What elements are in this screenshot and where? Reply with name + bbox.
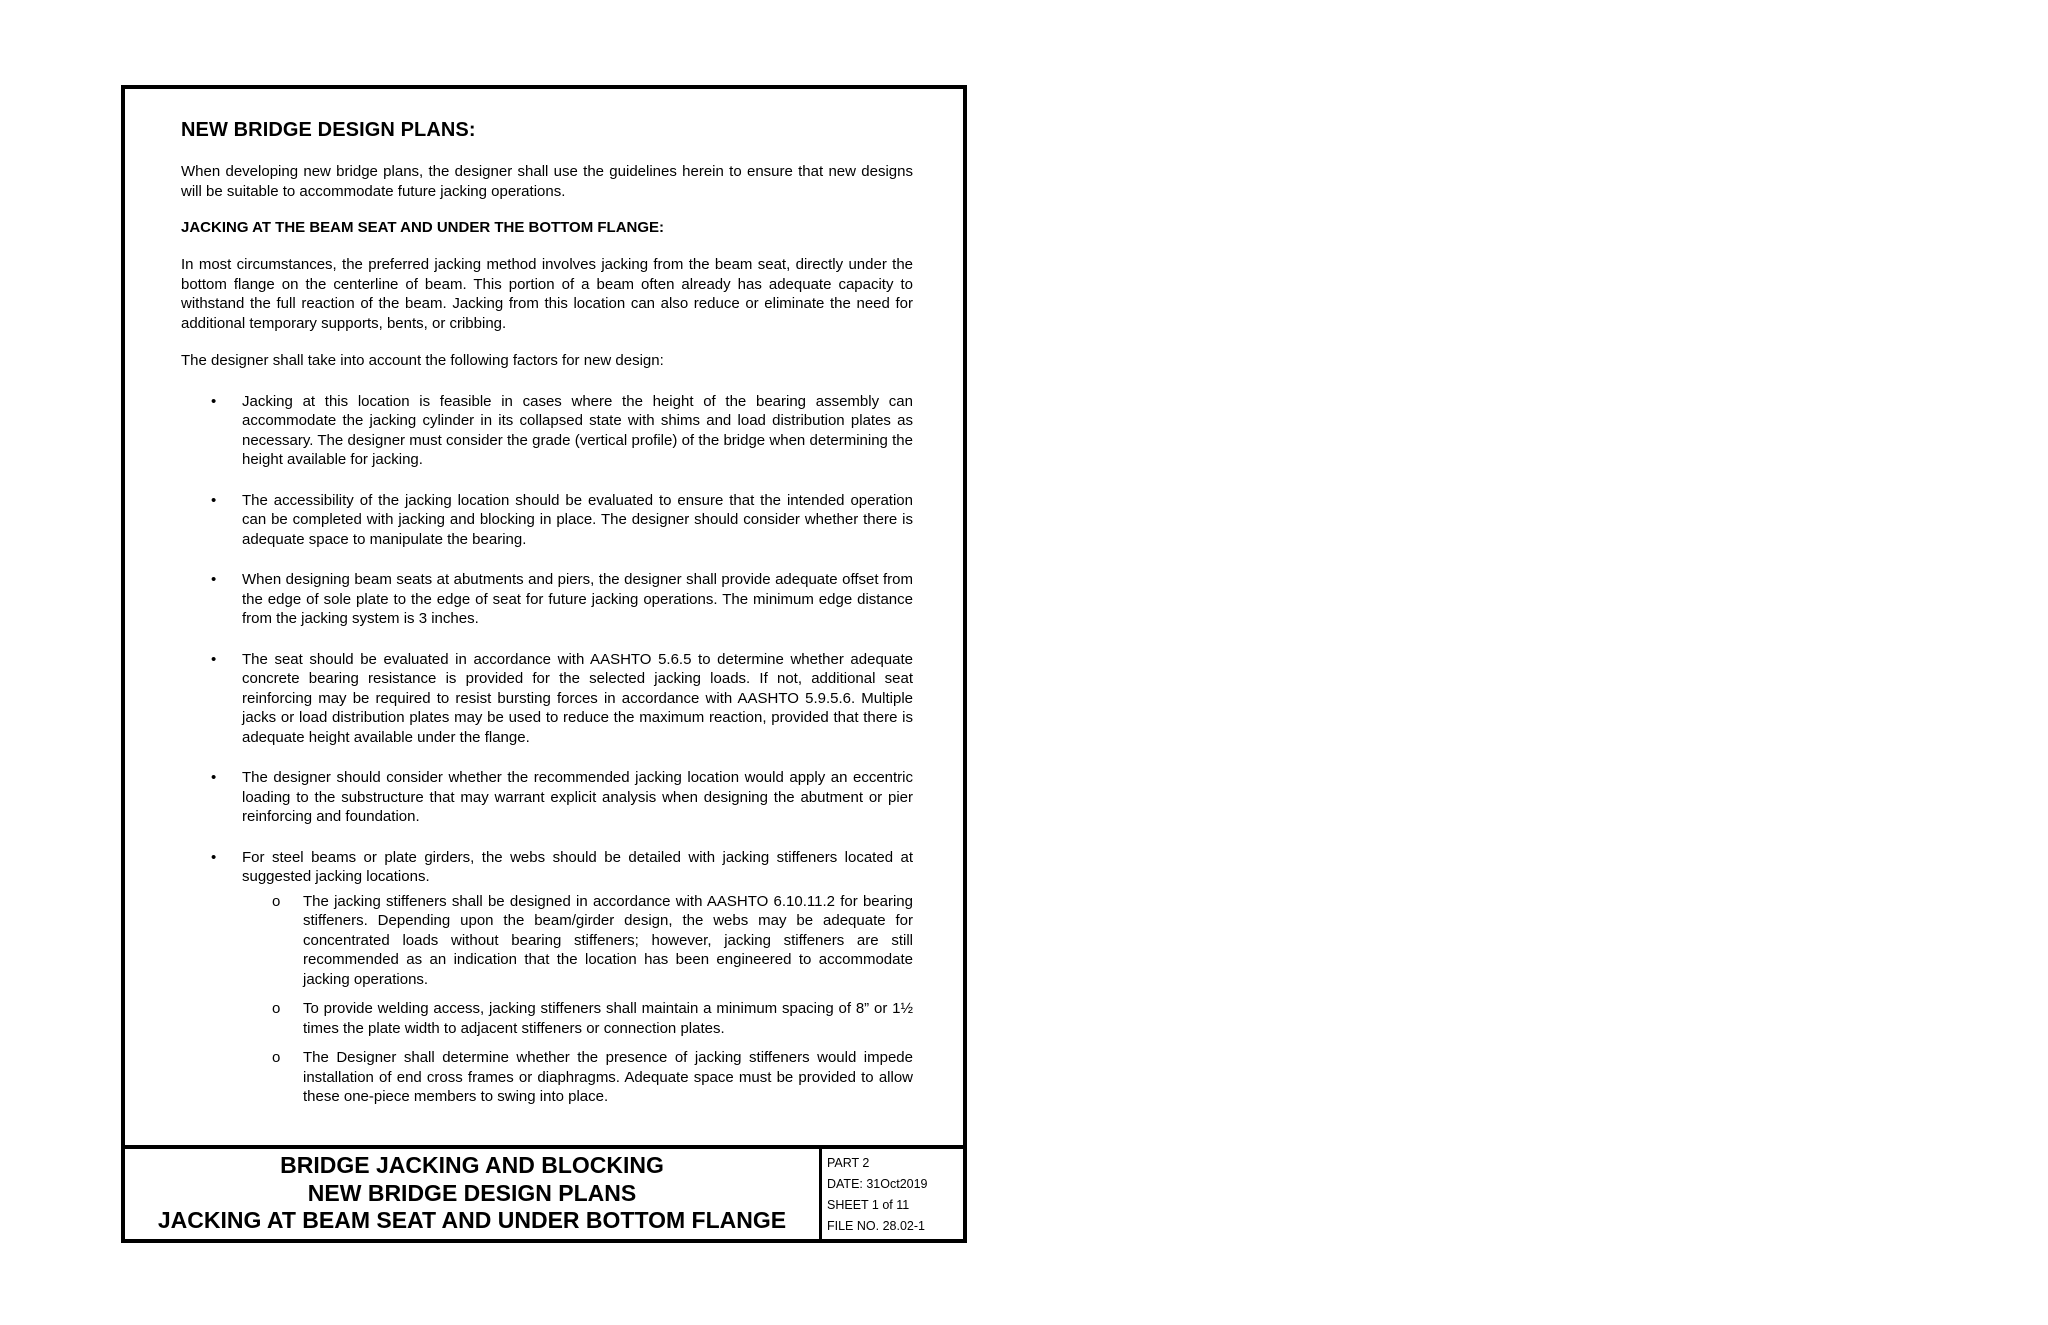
paragraph-factors-intro: The designer shall take into account the following factors for new design: xyxy=(181,352,664,369)
sub-bullet-marker: o xyxy=(272,892,281,910)
sub-list-item-text: To provide welding access, jacking stiffeners shall maintain a minimum spacing of 8” or 1½ times the plate width to adjacent stiffeners or connection plates. xyxy=(303,1000,913,1037)
title-line-3: JACKING AT BEAM SEAT AND UNDER BOTTOM FLANGE xyxy=(157,1207,787,1233)
sub-list-item-text: The Designer shall determine whether the presence of jacking stiffeners would impede installation of end cross frames or diaphragms. Adequate space must be provided to allow these one-piece members to swing into place. xyxy=(303,1049,913,1105)
intro-paragraph: When developing new bridge plans, the designer shall use the guidelines herein to ensure that new designs will be suitable to accommodate future jacking operations. xyxy=(181,163,913,200)
stiffener-sublist xyxy=(242,892,913,1107)
sub-bullet-marker: o xyxy=(272,1000,281,1017)
list-item-text: Jacking at this location is feasible in cases where the height of the bearing assembly can accommodate the jacking cylinder in its collapsed state with shims and load distribution plates as necessary. The designer must consider the grade (vertical profile) of the bridge when determining the height available for jacking. xyxy=(242,392,913,468)
title-block-meta xyxy=(822,1149,963,1239)
bullet-marker: • xyxy=(211,650,217,668)
list-item xyxy=(181,392,913,470)
list-item xyxy=(181,650,913,748)
list-item-text: For steel beams or plate girders, the webs should be detailed with jacking stiffeners located at suggested jacking locations. xyxy=(242,848,913,885)
list-item-text: When designing beam seats at abutments and piers, the designer shall provide adequate offset from the edge of sole plate to the edge of seat for future jacking operations. The minimum edge distance from the jacking system is 3 inches. xyxy=(242,571,913,627)
title-block-titles xyxy=(125,1149,822,1239)
list-item xyxy=(181,768,913,827)
sub-list-item xyxy=(242,1048,913,1107)
bullet-marker: • xyxy=(211,491,217,509)
bullet-marker: • xyxy=(211,392,217,410)
file-number: FILE NO. 28.02-1 xyxy=(827,1219,925,1233)
part-number: PART 2 xyxy=(827,1156,870,1170)
sub-bullet-marker: o xyxy=(272,1049,281,1066)
list-item xyxy=(181,570,913,629)
list-item-text: The designer should consider whether the recommended jacking location would apply an eccentric loading to the substructure that may warrant explicit analysis when designing the abutment or pier reinforcing and foundation. xyxy=(242,769,913,825)
list-item-text: The seat should be evaluated in accordance with AASHTO 5.6.5 to determine whether adequate concrete bearing resistance is provided for the selected jacking loads. If not, additional seat reinforcing may be required to resist bursting forces in accordance with AASHTO 5.9.5.6. Multiple jacks or load distribution plates may be used to reduce the maximum reaction, provided that there is adequate height available under the flange. xyxy=(242,650,913,746)
bullet-marker: • xyxy=(211,848,217,866)
sub-list-item xyxy=(242,892,913,990)
title-line-2: NEW BRIDGE DESIGN PLANS xyxy=(307,1179,637,1206)
subsection-heading: JACKING AT THE BEAM SEAT AND UNDER THE BOTTOM FLANGE: xyxy=(181,219,665,236)
document-date: DATE: 31Oct2019 xyxy=(827,1177,928,1191)
title-line-1: BRIDGE JACKING AND BLOCKING xyxy=(280,1152,664,1178)
title-block xyxy=(125,1145,963,1239)
list-item xyxy=(181,848,913,1107)
sub-list-item-text: The jacking stiffeners shall be designed in accordance with AASHTO 6.10.11.2 for bearing stiffeners. Depending upon the beam/girder design, the webs may be adequate for concentrated loads without bearing stiffeners; however, jacking stiffeners are still recommended as an indication that the location has been engineered to accommodate jacking operations. xyxy=(303,892,913,988)
paragraph-preferred-method: In most circumstances, the preferred jacking method involves jacking from the beam seat, directly under the bottom flange on the centerline of beam. This portion of a beam often already has adequate capacity to withstand the full reaction of the beam. Jacking from this location can also reduce or eliminate the need for additional temporary supports, bents, or cribbing. xyxy=(181,256,913,332)
sub-list-item xyxy=(242,999,913,1038)
document-sheet xyxy=(121,85,967,1243)
sheet-number: SHEET 1 of 11 xyxy=(827,1198,910,1212)
list-item xyxy=(181,491,913,550)
section-heading: NEW BRIDGE DESIGN PLANS: xyxy=(181,119,476,141)
bullet-marker: • xyxy=(211,769,217,786)
factors-list xyxy=(181,392,913,1107)
bullet-marker: • xyxy=(211,571,217,588)
document-body xyxy=(181,119,913,1128)
list-item-text: The accessibility of the jacking location should be evaluated to ensure that the intended operation can be completed with jacking and blocking in place. The designer should consider whether there is adequate space to manipulate the bearing. xyxy=(242,491,913,548)
